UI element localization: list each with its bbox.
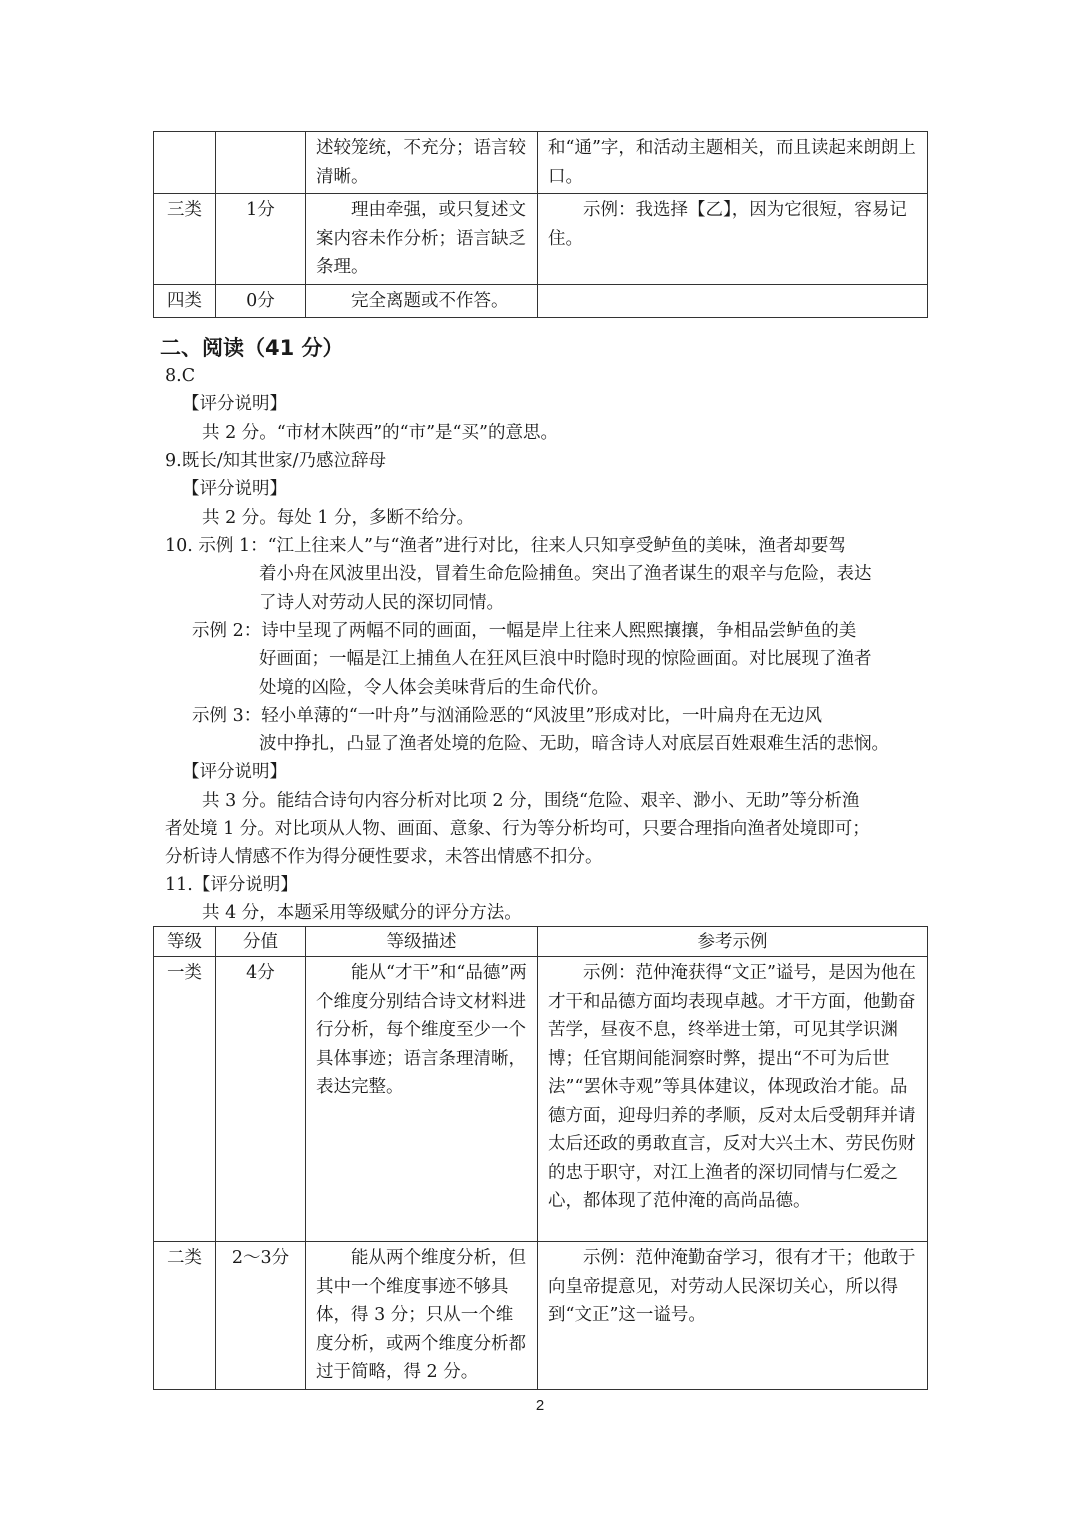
page-number: 2	[535, 1397, 545, 1414]
example-cell	[538, 957, 928, 1242]
q10-example2-line: 处境的凶险，令人体会美味背后的生命代价。	[259, 678, 609, 698]
table-row	[154, 132, 928, 194]
q10-note-line: 者处境 1 分。对比项从人物、画面、意象、行为等分析均可，只要合理指向渔者处境即可；	[165, 819, 870, 839]
table-row	[154, 957, 928, 1242]
example-text: 示例：我选择【乙】，因为它很短，容易记住。	[548, 200, 907, 249]
q10-example1-line: 了诗人对劳动人民的深切同情。	[259, 593, 504, 613]
description-cell	[306, 957, 538, 1242]
q11-note: 共 4 分，本题采用等级赋分的评分方法。	[202, 903, 522, 923]
header-cell: 分值	[216, 927, 306, 957]
q8-answer: 8.C	[165, 366, 196, 386]
q10-note-line: 分析诗人情感不作为得分硬性要求，未答出情感不扣分。	[165, 847, 603, 867]
description-cell	[306, 1242, 538, 1390]
score-cell: 4分	[216, 957, 306, 1242]
header-cell: 等级描述	[306, 927, 538, 957]
category-cell: 二类	[154, 1242, 216, 1390]
description-cell	[306, 194, 538, 285]
q10-example1-line: 10. 示例 1：“江上往来人”与“渔者”进行对比，往来人只知享受鲈鱼的美味，渔者却要驾	[165, 536, 846, 556]
score-cell	[216, 132, 306, 194]
example-cell	[538, 194, 928, 285]
q10-example2-line: 示例 2：诗中呈现了两幅不同的画面，一幅是岸上往来人熙熙攘攘，争相品尝鲈鱼的美	[192, 621, 857, 641]
q10-example3-line: 示例 3：轻小单薄的“一叶舟”与汹涌险恶的“风波里”形成对比，一叶扁舟在无边风	[192, 706, 822, 726]
q10-example2-line: 好画面；一幅是江上捕鱼人在狂风巨浪中时隐时现的惊险画面。对比展现了渔者	[259, 649, 872, 669]
q10-note-label: 【评分说明】	[182, 762, 287, 782]
description-cell: 述较笼统，不充分；语言较清晰。	[306, 132, 538, 194]
table-header-row	[154, 927, 928, 957]
description-cell	[306, 284, 538, 318]
example-cell	[538, 284, 928, 318]
description-text: 能从两个维度分析，但其中一个维度事迹不够具体，得 3 分；只从一个维度分析，或两个维度分析都过于简略，得 2 分。	[316, 1248, 526, 1382]
q8-note-label: 【评分说明】	[182, 394, 287, 414]
description-text: 能从“才干”和“品德”两个维度分别结合诗文材料进行分析，每个维度至少一个具体事迹；语言条理清晰，表达完整。	[316, 963, 527, 1097]
q10-example1-line: 着小舟在风波里出没，冒着生命危险捕鱼。突出了渔者谋生的艰辛与危险，表达	[259, 564, 872, 584]
category-cell: 四类	[154, 284, 216, 318]
table-row	[154, 1242, 928, 1390]
example-text: 示例：范仲淹勤奋学习，很有才干；他敢于向皇帝提意见，对劳动人民深切关心，所以得到“文正”这一谥号。	[548, 1248, 916, 1325]
score-cell: 0分	[216, 284, 306, 318]
table-row	[154, 194, 928, 285]
q10-example3-line: 波中挣扎，凸显了渔者处境的危险、无助，暗含诗人对底层百姓艰难生活的悲悯。	[259, 734, 889, 754]
example-cell: 和“通”字，和活动主题相关，而且读起来朗朗上口。	[538, 132, 928, 194]
grading-table-2	[153, 926, 928, 1390]
score-cell: 2～3分	[216, 1242, 306, 1390]
example-cell	[538, 1242, 928, 1390]
category-cell: 一类	[154, 957, 216, 1242]
description-text: 理由牵强，或只复述文案内容未作分析；语言缺乏条理。	[316, 200, 526, 277]
score-cell: 1分	[216, 194, 306, 285]
header-cell: 参考示例	[538, 927, 928, 957]
header-cell: 等级	[154, 927, 216, 957]
q8-note: 共 2 分。“市材木陕西”的“市”是“买”的意思。	[202, 423, 558, 443]
q9-note-label: 【评分说明】	[182, 479, 287, 499]
table-row	[154, 284, 928, 318]
grading-table-1	[153, 131, 928, 318]
q9-answer: 9.既长/知其世家/乃感泣辞母	[165, 451, 386, 471]
section-title: 二、阅读（41 分）	[160, 336, 344, 360]
q10-note-line: 共 3 分。能结合诗句内容分析对比项 2 分，围绕“危险、艰辛、渺小、无助”等分析渔	[202, 791, 860, 811]
category-cell	[154, 132, 216, 194]
q9-note: 共 2 分。每处 1 分，多断不给分。	[202, 508, 475, 528]
example-text: 示例：范仲淹获得“文正”谥号，是因为他在才干和品德方面均表现卓越。才干方面，他勤奋苦学，昼夜不息，终举进士第，可见其学识渊博；任官期间能洞察时弊，提出“不可为后世法”“罢休寺观”等具体建议，体现政治才能。品德方面，迎母归养的孝顺，反对太后受朝拜并请太后还政的勇敢直言，反对大兴土木、劳民伤财的忠于职守，对江上渔者的深切同情与仁爱之心，都体现了范仲淹的高尚品德。	[548, 963, 916, 1211]
category-cell: 三类	[154, 194, 216, 285]
q11-label: 11.【评分说明】	[165, 875, 298, 895]
description-text: 完全离题或不作答。	[351, 290, 509, 311]
